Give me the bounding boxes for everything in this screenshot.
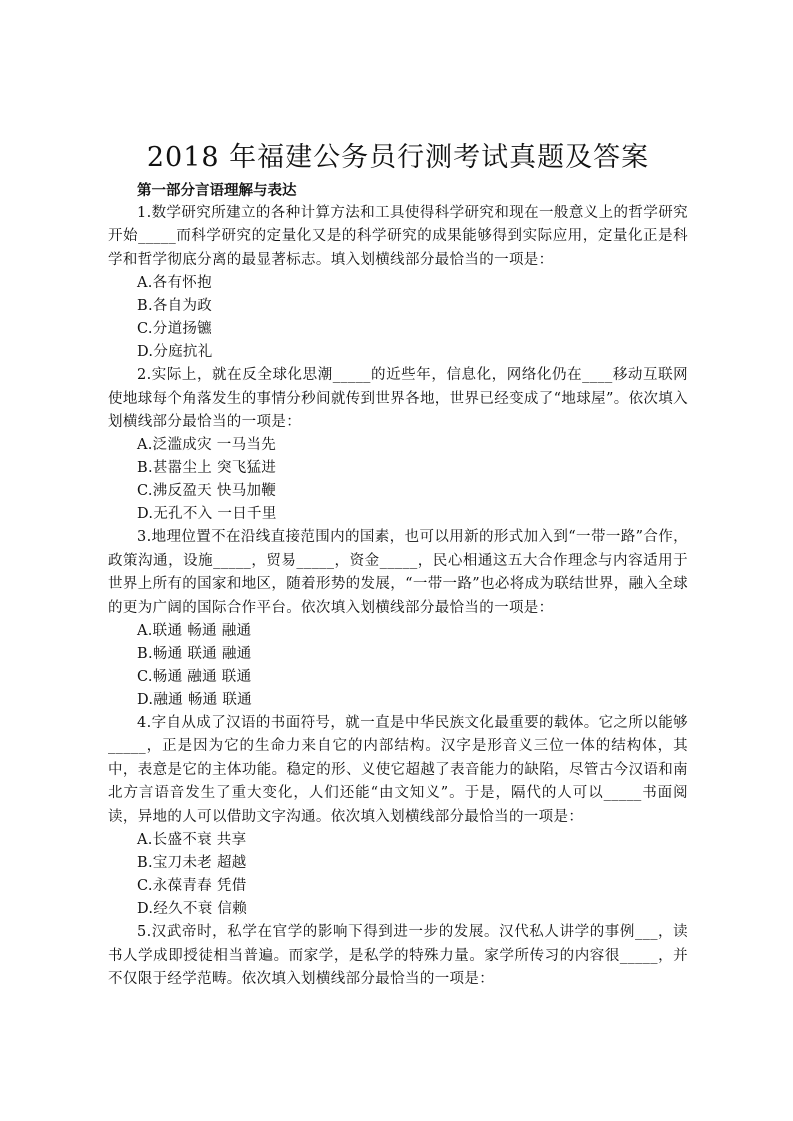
option-d: D.分庭抗礼 — [137, 344, 213, 361]
option-c: C.永葆青春 凭借 — [137, 878, 247, 895]
option-a: A.长盛不衰 共享 — [137, 832, 247, 849]
option-c: C.畅通 融通 联通 — [137, 669, 252, 686]
question-5 — [108, 921, 688, 991]
question-stem: 5.汉武帝时，私学在官学的影响下得到进一步的发展。汉代私人讲学的事例___，读书人学成即授徒相当普遍。而家学，是私学的特殊力量。家学所传习的内容很_____，并不仅限于经学范畴。依次填入划横线部分最恰当的一项是： — [108, 924, 688, 987]
question-stem: 2.实际上，就在反全球化思潮_____的近些年，信息化，网络化仍在____移动互联网使地球每个角落发生的事情分秒间就传到世界各地，世界已经变成了“地球屋”。依次填入划横线部分最恰当的一项是： — [108, 367, 688, 431]
document-page — [108, 140, 688, 991]
question-1 — [108, 202, 688, 364]
question-4 — [108, 712, 688, 921]
option-c: C.分道扬镳 — [137, 321, 212, 338]
option-b: B.甚嚣尘上 突飞猛进 — [137, 460, 277, 477]
option-d: D.无孔不入 一日千里 — [137, 506, 277, 523]
option-b: B.各自为政 — [137, 298, 213, 315]
document-title: 2018 年福建公务员行测考试真题及答案 — [146, 142, 650, 173]
option-a: A.泛滥成灾 一马当先 — [137, 437, 276, 454]
section-heading: 第一部分言语理解与表达 — [137, 182, 297, 199]
option-a: A.联通 畅通 融通 — [137, 623, 252, 640]
option-a: A.各有怀抱 — [137, 275, 212, 292]
option-d: D.融通 畅通 联通 — [137, 692, 252, 709]
question-stem: 1.数学研究所建立的各种计算方法和工具使得科学研究和现在一般意义上的哲学研究开始_____而科学研究的定量化又是的科学研究的成果能够得到实际应用，定量化正是科学和哲学彻底分离的最显著标志。填入划横线部分最恰当的一项是： — [108, 205, 688, 268]
option-b: B.宝刀未老 超越 — [137, 855, 247, 872]
question-stem: 3.地理位置不在沿线直接范围内的国素，也可以用新的形式加入到“一带一路”合作，政策沟通，设施_____，贸易_____，资金_____，民心相通这五大合作理念与内容适用于世界上所有的国家和地区，随着形势的发展，“一带一路”也必将成为联结世界，融入全球的更为广阔的国际合作平台。依次填入划横线部分最恰当的一项是： — [108, 529, 688, 616]
question-3 — [108, 526, 688, 712]
question-stem: 4.字自从成了汉语的书面符号，就一直是中华民族文化最重要的载体。它之所以能够_____，正是因为它的生命力来自它的内部结构。汉字是形音义三位一体的结构体，其中，表意是它的主体功能。稳定的形、义使它超越了表音能力的缺陷，尽管古今汉语和南北方言语音发生了重大变化，人们还能“由文知义”。于是，隔代的人可以_____书面阅读，异地的人可以借助文字沟通。依次填入划横线部分最恰当的一项是： — [108, 715, 688, 825]
question-2 — [108, 364, 688, 526]
option-d: D.经久不衰 信赖 — [137, 901, 248, 918]
option-c: C.沸反盈天 快马加鞭 — [137, 483, 277, 500]
option-b: B.畅通 联通 融通 — [137, 646, 252, 663]
